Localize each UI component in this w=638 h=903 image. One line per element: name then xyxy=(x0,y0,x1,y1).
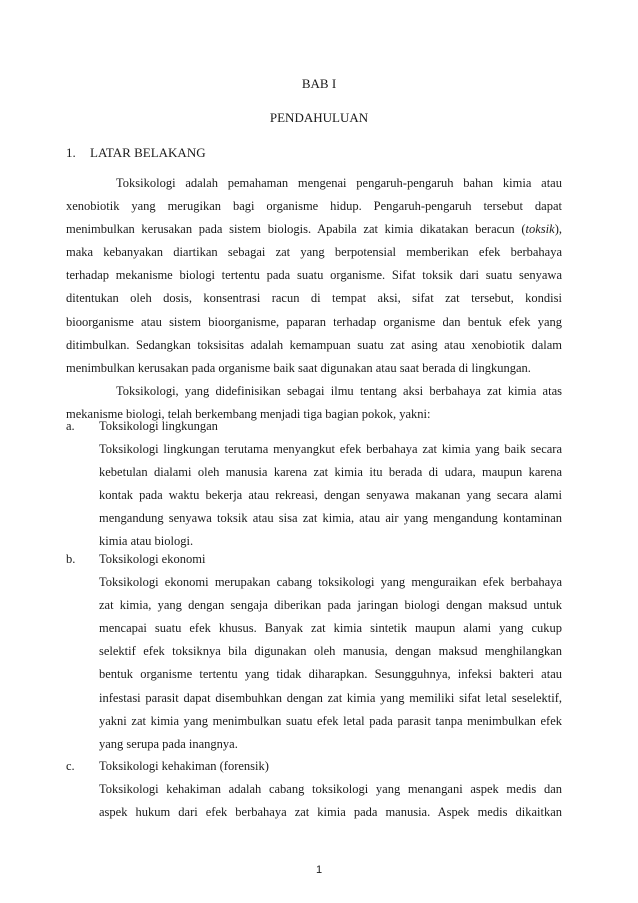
list-item-label: Toksikologi ekonomi xyxy=(99,552,206,566)
paragraph-line: kebetulan dialami oleh manusia karena zat kimia itu berada di udara, maupun karena xyxy=(99,465,562,480)
paragraph-line: maka kebanyakan diartikan sebagai zat yang berpotensial memberikan efek berbahaya xyxy=(66,245,562,260)
paragraph-line: infestasi parasit dapat disembuhkan dengan zat kimia yang memiliki sifat letal seselektif, xyxy=(99,690,562,705)
paragraph-line: mekanisme biologi, telah berkembang menjadi tiga bagian pokok, yakni: xyxy=(66,407,431,422)
list-item-label: Toksikologi lingkungan xyxy=(99,419,218,433)
chapter-number: BAB I xyxy=(301,76,337,91)
paragraph-line: ditimbulkan. Sedangkan toksisitas adalah kemampuan suatu zat asing atau xenobiotik dalam xyxy=(66,337,562,352)
section-heading xyxy=(66,145,206,161)
paragraph-line: Toksikologi ekonomi merupakan cabang toksikologi yang menguraikan efek berbahaya xyxy=(99,575,562,590)
paragraph-line: bioorganisme atau sistem bioorganisme, paparan terhadap organisme dan bentuk efek yang xyxy=(66,314,562,329)
paragraph-line: mencapai suatu efek khusus. Banyak zat kimia sintetik maupun alami yang cukup xyxy=(99,621,562,636)
paragraph-line: Toksikologi adalah pemahaman mengenai pengaruh-pengaruh bahan kimia atau xyxy=(116,176,562,190)
list-item-body xyxy=(99,571,562,756)
paragraph-line: Toksikologi lingkungan terutama menyangkut efek berbahaya zat kimia yang baik secara xyxy=(99,442,562,457)
paragraph-1 xyxy=(66,172,562,380)
paragraph-line: zat kimia, yang dengan sengaja diberikan pada jaringan biologi dengan maksud untuk xyxy=(99,598,562,613)
paragraph-line: bentuk organisme tertentu yang tidak diharapkan. Sesungguhnya, infeksi bakteri atau xyxy=(99,667,562,682)
paragraph-line: menimbulkan kerusakan pada organisme baik saat digunakan atau saat berada di lingkungan. xyxy=(66,360,531,375)
list-item-body xyxy=(99,778,562,824)
list-marker: b. xyxy=(66,552,76,566)
paragraph-line: Toksikologi kehakiman adalah cabang toksikologi yang menangani aspek medis dan xyxy=(99,782,562,797)
paragraph-line: xenobiotik yang merugikan bagi organisme hidup. Pengaruh-pengaruh tersebut dapat xyxy=(66,199,562,214)
paragraph-line: menimbulkan kerusakan pada sistem biologis. Apabila zat kimia dikatakan beracun (toksik), xyxy=(66,222,562,237)
page-number: 1 xyxy=(315,864,323,876)
paragraph-line: mengandung senyawa toksik atau sisa zat kimia, atau air yang mengandung kontaminan xyxy=(99,511,562,526)
paragraph-line: yang serupa pada inangnya. xyxy=(99,736,238,751)
list-item-body xyxy=(99,438,562,553)
paragraph-line: selektif efek toksiknya bila digunakan oleh manusia, dengan maksud menghilangkan xyxy=(99,644,562,659)
paragraph-line: kimia atau biologi. xyxy=(99,534,194,549)
paragraph-line: aspek hukum dari efek berbahaya zat kimia pada manusia. Aspek medis dikaitkan xyxy=(99,805,562,820)
list-marker: c. xyxy=(66,759,75,773)
paragraph-line: Toksikologi, yang didefinisikan sebagai ilmu tentang aksi berbahaya zat kimia atas xyxy=(116,384,562,398)
list-item-label: Toksikologi kehakiman (forensik) xyxy=(99,759,269,773)
paragraph-line: yakni zat kimia yang menimbulkan suatu efek letal pada parasit tanpa menimbulkan efek xyxy=(99,713,562,728)
section-title: LATAR BELAKANG xyxy=(90,145,206,160)
chapter-title: PENDAHULUAN xyxy=(269,110,369,125)
paragraph-line: ditentukan oleh dosis, konsentrasi racun di tempat aksi, sifat zat tersebut, kondisi xyxy=(66,291,562,306)
section-number: 1. xyxy=(66,145,76,160)
paragraph-line: kontak pada waktu bekerja atau rekreasi, dengan senyawa makanan yang secara alami xyxy=(99,488,562,503)
paragraph-line: terhadap mekanisme biologi tertentu pada suatu organisme. Sifat toksik dari suatu senyawa xyxy=(66,268,562,283)
list-marker: a. xyxy=(66,419,75,433)
